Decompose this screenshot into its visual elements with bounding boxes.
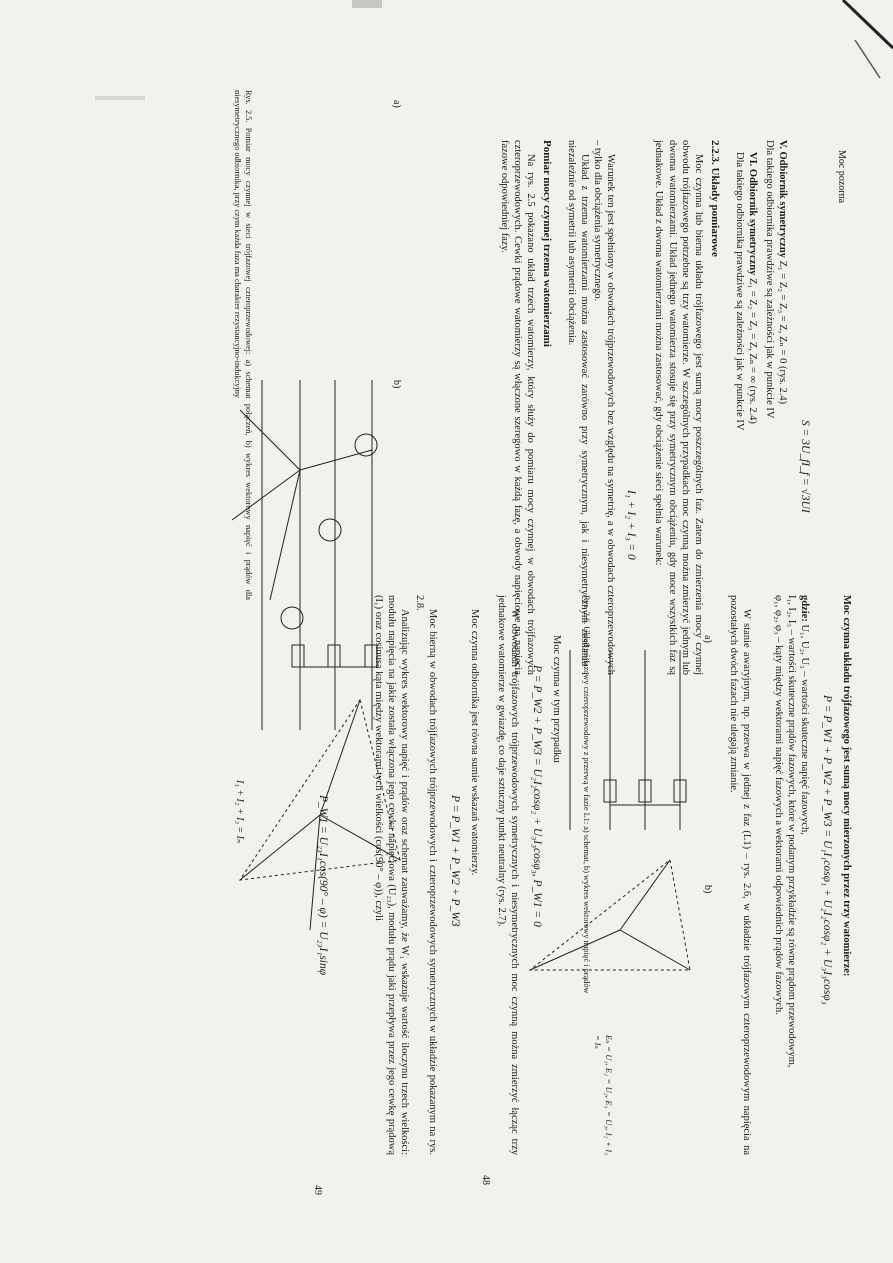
- formula-current-sum: I₁ + I₂ + I₃ = 0: [625, 490, 637, 560]
- right-intro: Moc czynna układu trójfazowego jest sumą mocy mierzonych przez trzy watomierze:: [841, 595, 852, 977]
- case-v-condition: Z₁ = Z₂ = Z₃ = Z, Zₙ = 0 (rys. 2.4): [777, 260, 788, 405]
- paragraph-three-wire: W obwodach trójfazowych trójprzewodowych symetrycznych i niesymetrycznych moc czynną można zmierzyć łącząc trzy jednakowe watomierze w gwiazdę, co daje sztuczny punkt neutralny (rys. 2.7).: [495, 595, 520, 1155]
- figure-2-6b-label: b): [702, 885, 713, 894]
- paragraph-fig25: Na rys. 2.5 pokazano układ trzech watomierzy, który służy do pomiaru mocy czynnej w obwodach trójfazowych czteroprzewodowych. Cewki prądowe watomierzy są włączone szeregowo w każdą fazę, a obwody napięciowe na napięcia fazowe odpowiedniej fazy.: [498, 140, 536, 675]
- paragraph-intro: Moc czynna lub bierna układu trójfazowego jest sumą mocy poszczególnych faz. Zatem do zmierzenia mocy czynnej obwodu trójfazowego potrzebne są trzy watomierze. W szczególnych przypadkach moc czynną można zmierzyć jednym lub dwoma watomierzami. Układ jednego watomierza stosuje się przy symetrycznym obciążeniu, gdy moce wszystkich faz są jednakowe. Układ z dwoma watomierzami można zastosować, gdy obciążenie sieci spełnia warunek:: [653, 140, 704, 675]
- formula-star-power: P = P_W1 + P_W2 + P_W3: [449, 795, 461, 927]
- formula-total-power: P = P_W1 + P_W2 + P_W3 = U₁I₁cosφ₁ + U₂I₂cosφ₂ + U₃I₃cosφ₃: [821, 695, 833, 1005]
- formula-apparent-power: S = 3U_fI_f = √3UI: [799, 420, 811, 513]
- def-u: U₁, U₂, U₃ – wartości skuteczne napięć fazowych,: [799, 624, 810, 835]
- def-i: I₁, I₂, I₃ – wartości skuteczne prądów fazowych, które w podanym przykładzie są równe prądom przewodowym,: [785, 595, 797, 1068]
- def-phi: φ₁, φ₂, φ₃ – kąty między wektorami napięć fazowych a wektorami odpowiednich prądów fazowych.: [772, 595, 784, 1015]
- figure-2-5b-label: b): [391, 380, 402, 389]
- paragraph-fault: W stanie awaryjnym, np. przerwa w jednej z faz (L1) – rys. 2.6, w układzie trójfazowym czteroprzewodowym napięcia na pozostałych dwóch fazach nie ulegają zmianie.: [727, 595, 752, 1155]
- page-number-48: 48: [480, 1175, 491, 1185]
- case-vi-text: Dla takiego odbiornika prawdziwe są zależności jak w punkcie IV: [733, 152, 745, 431]
- figure-2-6-legend: Eₙ = U₁, E₂ = U₂, E₃ = U₃, I₂ + I₃ = Iₙ: [593, 1035, 613, 1155]
- paragraph-reactive: Moc bierną w obwodach trójfazowych trójprzewodowych i czteroprzewodowych symetrycznych w układzie pokazanym na rys. 2.8.: [413, 595, 438, 1155]
- section-title-measurement: 2.2.3. Układy pomiarowe: [709, 140, 721, 257]
- figure-2-5-current-sum: I₁ + I₂ + I₃ = Iₙ: [234, 780, 245, 844]
- where-label: gdzie:: [799, 595, 810, 622]
- paragraph-moc: Moc czynna w tym przypadku: [551, 635, 562, 763]
- case-vi-condition: Z₁ = Z₂ = Z₃ = Z, Zₙ = ∞ (rys. 2.4): [747, 278, 758, 424]
- figure-2-6a-label: a): [702, 635, 713, 643]
- figure-2-5a-label: a): [391, 100, 402, 108]
- definitions: [771, 595, 811, 1155]
- paragraph-three-watt: Układ z trzema watomierzami można zastosować zarówno przy symetrycznym, jak i niesymetrycznym zasilaniu i niezależnie od symetrii lub asymetrii obciążenia.: [565, 140, 590, 675]
- case-v-title: V. Odbiornik symetryczny: [777, 140, 788, 258]
- section-title-three-wattmeters: Pomiar mocy czynnej trzema watomierzami: [541, 140, 553, 347]
- figure-2-6-caption: Rys. 2.6. Układ trójfazowy czteroprzewodowy z przerwą w fazie L1: a) schemat, b) wykres wektorowy napięć i prądów: [582, 595, 591, 994]
- paragraph-analysis: Analizując wykres wektorowy napięć i prądów oraz schemat zauważamy, że W₁ wskazuje wartość iloczynu trzech wielkości: modułu napięcia na jakie została włączona jego cewka napięciowa (U₂₃), modułu prądu jaki przepływa przez jego cewkę prądową (I₁) oraz cosinusa kąta między wektorami tych wielkości (cos(90° – φ)), czyli: [372, 595, 410, 1155]
- case-v-text: Dla takiego odbiornika prawdziwe są zależności jak w punkcie IV: [763, 140, 775, 419]
- paragraph-three-wire-2: Moc czynna odbiornika jest równa sumie wskazań watomierzy.: [469, 609, 480, 876]
- case-vi-title: VI. Odbiornik symetryczny: [747, 152, 758, 276]
- right-page: [153, 595, 853, 1255]
- figure-2-6b-vectors: [510, 840, 710, 990]
- running-head: Moc pozorna: [836, 150, 847, 204]
- page-number-49: 49: [312, 1185, 323, 1195]
- formula-fault-power: P = P_W2 + P_W3 = U₂I₂cosφ₂ + U₃I₃cosφ₃, P_W1 = 0: [531, 665, 543, 927]
- paragraph-condition: Warunek ten jest spełniony w obwodach trójprzewodowych bez względu na symetrię, a w obwodach czteroprzewodowych – tylko dla obciążenia symetrycznego.: [591, 140, 616, 675]
- figure-2-5-caption: Rys. 2.5. Pomiar mocy czynnej w sieci trójfazowej czteroprzewodowej: a) schemat połączeń, b) wykres wektorowy napięć i prądów dla niesymetrycznego odbiornika, przy czym każda faza ma charakter rezystancyjno-indukcyjny: [233, 90, 253, 600]
- formula-pw1: P_W1 = U₂₃I₁cos(90° – φ) = U₂₃I₁sinφ: [317, 795, 329, 976]
- figure-2-6a-schematic: [530, 640, 710, 850]
